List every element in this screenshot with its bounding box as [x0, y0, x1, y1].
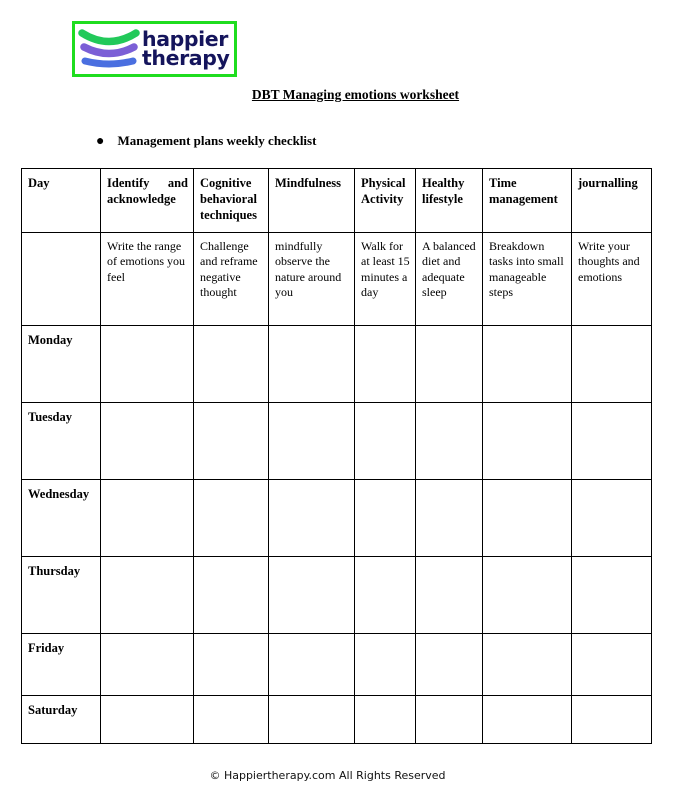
column-header-day: Day: [22, 169, 101, 233]
entry-cell-friday-physical[interactable]: [355, 634, 416, 696]
table-row-tuesday: [22, 403, 652, 480]
bullet-icon: ●: [96, 134, 105, 149]
day-label-saturday: Saturday: [22, 696, 101, 744]
entry-cell-monday-time[interactable]: [483, 326, 572, 403]
column-header-identify-acknowledge: Identify and acknowledge: [101, 169, 194, 233]
day-label-thursday: Thursday: [22, 557, 101, 634]
table-description-row: [22, 233, 652, 326]
entry-cell-thursday-journalling[interactable]: [572, 557, 652, 634]
day-label-monday: Monday: [22, 326, 101, 403]
section-heading-row: [96, 133, 316, 149]
entry-cell-tuesday-identify[interactable]: [101, 403, 194, 480]
entry-cell-wednesday-identify[interactable]: [101, 480, 194, 557]
entry-cell-wednesday-cbt[interactable]: [194, 480, 269, 557]
logo-wordmark: [142, 26, 230, 70]
entry-cell-tuesday-journalling[interactable]: [572, 403, 652, 480]
logo-word-happier: happier: [142, 26, 229, 51]
day-label-wednesday: Wednesday: [22, 480, 101, 557]
entry-cell-monday-journalling[interactable]: [572, 326, 652, 403]
entry-cell-wednesday-time[interactable]: [483, 480, 572, 557]
page-title: DBT Managing emotions worksheet: [251, 87, 460, 102]
table-header-row: [22, 169, 652, 233]
entry-cell-saturday-physical[interactable]: [355, 696, 416, 744]
entry-cell-saturday-journalling[interactable]: [572, 696, 652, 744]
description-cell-journalling: Write your thoughts and emotions: [572, 233, 652, 326]
entry-cell-monday-cbt[interactable]: [194, 326, 269, 403]
entry-cell-thursday-physical[interactable]: [355, 557, 416, 634]
description-cell-mindfulness: mindfully observe the nature around you: [269, 233, 355, 326]
description-cell-cognitive-behavioral-techniques: Challenge and reframe negative thought: [194, 233, 269, 326]
entry-cell-thursday-cbt[interactable]: [194, 557, 269, 634]
description-cell-time-management: Breakdown tasks into small manageable steps: [483, 233, 572, 326]
entry-cell-saturday-identify[interactable]: [101, 696, 194, 744]
column-header-physical-activity: Physical Activity: [355, 169, 416, 233]
table-row-friday: [22, 634, 652, 696]
column-header-time-management: Time management: [483, 169, 572, 233]
column-header-cognitive-behavioral-techniques: Cognitive behavioral techniques: [194, 169, 269, 233]
entry-cell-wednesday-mindfulness[interactable]: [269, 480, 355, 557]
entry-cell-monday-physical[interactable]: [355, 326, 416, 403]
entry-cell-tuesday-cbt[interactable]: [194, 403, 269, 480]
copyright-footer: © Happiertherapy.com All Rights Reserved: [209, 769, 446, 782]
entry-cell-thursday-time[interactable]: [483, 557, 572, 634]
entry-cell-thursday-healthy[interactable]: [416, 557, 483, 634]
table-row-monday: [22, 326, 652, 403]
entry-cell-wednesday-journalling[interactable]: [572, 480, 652, 557]
entry-cell-friday-journalling[interactable]: [572, 634, 652, 696]
entry-cell-wednesday-physical[interactable]: [355, 480, 416, 557]
entry-cell-tuesday-mindfulness[interactable]: [269, 403, 355, 480]
weekly-checklist-table: [21, 168, 652, 744]
entry-cell-thursday-mindfulness[interactable]: [269, 557, 355, 634]
table-row-saturday: [22, 696, 652, 744]
entry-cell-monday-mindfulness[interactable]: [269, 326, 355, 403]
entry-cell-friday-cbt[interactable]: [194, 634, 269, 696]
entry-cell-thursday-identify[interactable]: [101, 557, 194, 634]
entry-cell-tuesday-time[interactable]: [483, 403, 572, 480]
column-header-journalling: journalling: [572, 169, 652, 233]
entry-cell-monday-healthy[interactable]: [416, 326, 483, 403]
entry-cell-friday-identify[interactable]: [101, 634, 194, 696]
entry-cell-monday-identify[interactable]: [101, 326, 194, 403]
section-heading-label: Management plans weekly checklist: [117, 133, 317, 148]
description-cell-healthy-lifestyle: A balanced diet and adequate sleep: [416, 233, 483, 326]
logo-word-therapy: therapy: [142, 46, 230, 70]
entry-cell-friday-mindfulness[interactable]: [269, 634, 355, 696]
entry-cell-saturday-healthy[interactable]: [416, 696, 483, 744]
day-label-friday: Friday: [22, 634, 101, 696]
entry-cell-friday-healthy[interactable]: [416, 634, 483, 696]
logo-wave-marks: [78, 26, 140, 72]
brand-logo: [72, 21, 237, 77]
column-header-healthy-lifestyle: Healthy lifestyle: [416, 169, 483, 233]
entry-cell-tuesday-physical[interactable]: [355, 403, 416, 480]
table-row-wednesday: [22, 480, 652, 557]
entry-cell-saturday-time[interactable]: [483, 696, 572, 744]
column-header-mindfulness: Mindfulness: [269, 169, 355, 233]
table-row-thursday: [22, 557, 652, 634]
entry-cell-tuesday-healthy[interactable]: [416, 403, 483, 480]
entry-cell-wednesday-healthy[interactable]: [416, 480, 483, 557]
entry-cell-friday-time[interactable]: [483, 634, 572, 696]
description-cell-day: [22, 233, 101, 326]
entry-cell-saturday-mindfulness[interactable]: [269, 696, 355, 744]
entry-cell-saturday-cbt[interactable]: [194, 696, 269, 744]
day-label-tuesday: Tuesday: [22, 403, 101, 480]
description-cell-physical-activity: Walk for at least 15 minutes a day: [355, 233, 416, 326]
description-cell-identify-acknowledge: Write the range of emotions you feel: [101, 233, 194, 326]
